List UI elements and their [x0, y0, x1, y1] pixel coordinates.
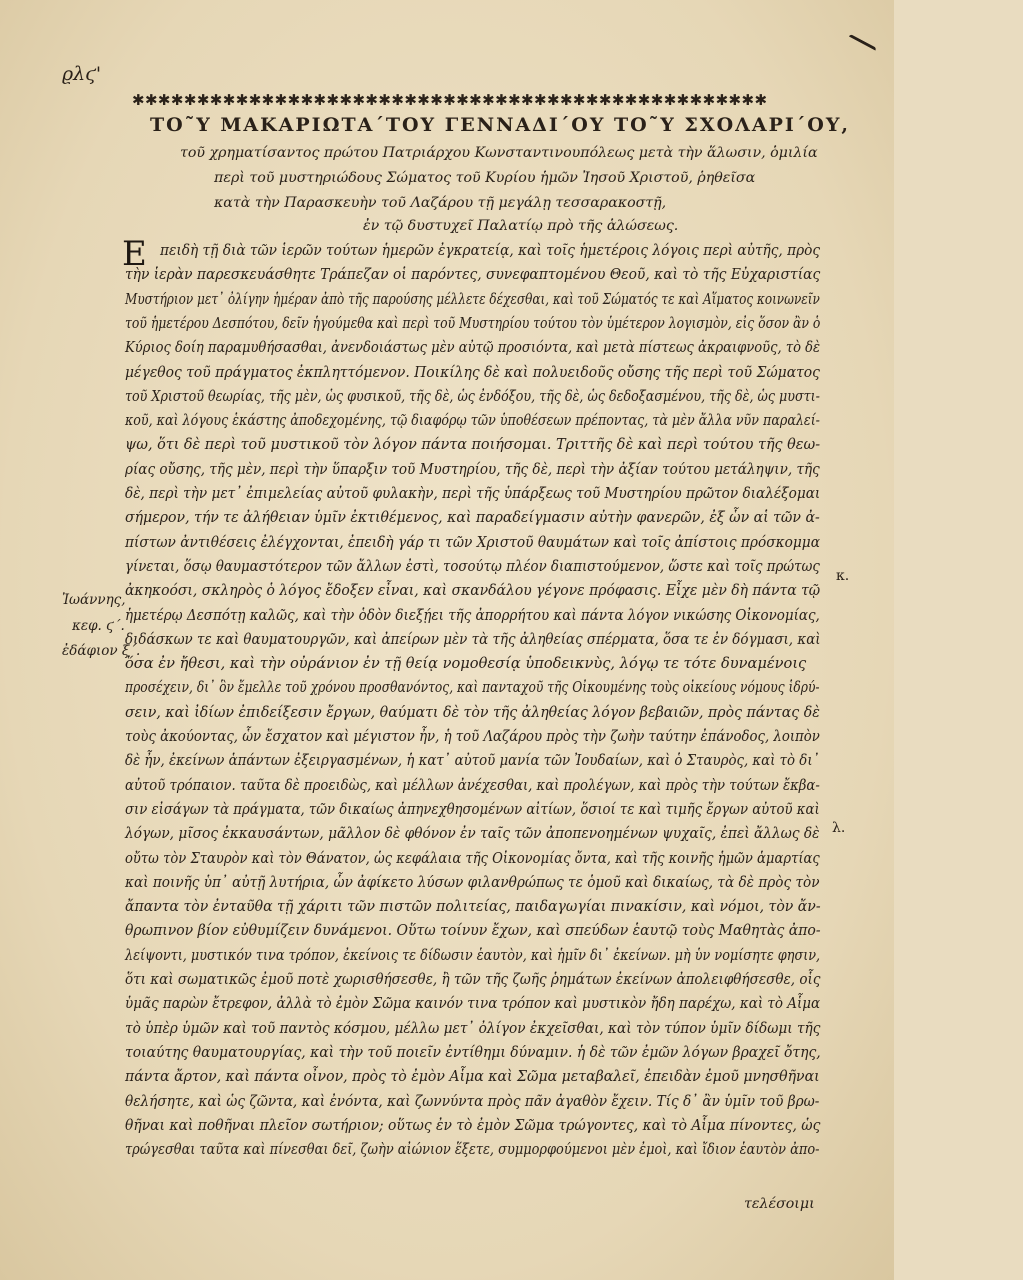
text-line: τρώγεσθαι ταῦτα καὶ πίνεσθαι δεῖ, ζωὴν αἰώνιον ἕξετε, συμμορφούμενοι μὲν ἐμοὶ, καὶ ἴδιον ἑαυτὸν ἀπο-	[125, 1141, 820, 1159]
text-line: Μυστήριον μετ᾽ ὀλίγην ἡμέραν ἀπὸ τῆς παρούσης μέλλετε δέχεσθαι, καὶ τοῦ Σώματός τε καὶ Αἵματος κοινωνεῖν	[125, 290, 820, 308]
text-line: τὴν ἱερὰν παρεσκευάσθητε Τράπεζαν οἱ παρόντες, συνεφαπτομένου Θεοῦ, καὶ τὸ τῆς Εὐχαριστίας	[125, 266, 821, 284]
text-line: διδάσκων τε καὶ θαυματουργῶν, καὶ ἀπείρων μὲν τὰ τῆς ἀληθείας σπέρματα, ὅσα τε ἐν δόγμασι, καὶ	[125, 630, 821, 648]
text-line: τοῦ Χριστοῦ θεωρίας, τῆς μὲν, ὡς φυσικοῦ, τῆς δὲ, ὡς ἐνδόξου, τῆς δὲ, ὡς δεδοξασμένου, τῆς δὲ, ὡς μυστι-	[125, 387, 820, 405]
margin-mark: λ.	[832, 820, 846, 836]
text-line: ἡμετέρῳ Δεσπότῃ καλῶς, καὶ τὴν ὁδὸν διεξῄει τῆς ἀπορρήτου καὶ πάντα λόγον νικώσης Οἰκονομίας,	[125, 606, 820, 624]
text-line: δὲ, περὶ τὴν μετ᾽ ἐπιμελείας αὐτοῦ φυλακὴν, περὶ τῆς ὑπάρξεως τοῦ Μυστηρίου πρῶτον διαλέξομαι	[125, 485, 821, 502]
text-line: σήμερον, τήν τε ἀλήθειαν ὑμῖν ἐκτιθέμενος, καὶ παραδείγμασιν αὐτὴν φανερῶν, ἐξ ὧν αἱ τῶν ἀ-	[125, 509, 820, 527]
page-corner-mark	[843, 34, 877, 61]
text-line: Κύριος δοίη παραμυθήσασθαι, ἀνενδοιάστως μὲν αὐτῷ προσιόντα, καὶ μετὰ πίστεως ἀκραιφνοῦς, τὸ δὲ	[125, 339, 821, 357]
text-line: ἀκηκοόσι, σκληρὸς ὁ λόγος ἔδοξεν εἶναι, καὶ σκανδάλου γέγονε πρόφασις. Εἶχε μὲν δὴ πάντα τῷ	[125, 582, 821, 600]
text-line: προσέχειν, δι᾽ ὃν ἔμελλε τοῦ χρόνου προσθανόντος, καὶ πανταχοῦ τῆς Οἰκουμένης τοὺς οἰκείους νόμους ἱδρύ-	[125, 679, 820, 697]
text-line: πίστων ἀντιθέσεις ἐλέγχονται, ἐπειδὴ γάρ τι τῶν Χριστοῦ θαυμάτων καὶ τοῖς ἀπίστοις πρόσκομμα	[125, 533, 820, 551]
text-line: ὅτι καὶ σωματικῶς ἐμοῦ ποτὲ χωρισθήσεσθε, ἢ τῶν τῆς ζωῆς ῥημάτων ἐκείνων ἀπολειφθήσεσθε, οἷς	[125, 971, 821, 988]
subtitle-line: τοῦ χρηματίσαντος πρώτου Πατριάρχου Κωνσταντινουπόλεως μετὰ τὴν ἅλωσιν, ὁμιλία	[180, 145, 818, 161]
text-line: ψω, ὅτι δὲ περὶ τοῦ μυστικοῦ τὸν λόγον πάντα ποιήσομαι. Τριττῆς δὲ καὶ περὶ τούτου τῆς θεω-	[125, 436, 821, 454]
text-line: θρωπινον βίον εὐθυμίζειν δυνάμενοι. Οὕτω τοίνυν ἔχων, καὶ σπεύδων ἑαυτῷ τοὺς Μαθητὰς ἀπο-	[125, 922, 821, 940]
catchword: τελέσοιμι	[744, 1196, 815, 1212]
text-line: δὲ ἦν, ἐκείνων ἁπάντων ἐξειργασμένων, ἡ κατ᾽ αὐτοῦ μανία τῶν Ἰουδαίων, καὶ ὁ Σταυρὸς, καὶ τὸ δι᾽	[125, 752, 820, 770]
text-line: λόγων, μῖσος ἐκκαυσάντων, μᾶλλον δὲ φθόνον ἐν ταῖς τῶν ἀποπενοημένων ψυχαῖς, ἐπεὶ ἄλλως δὲ	[125, 825, 820, 843]
text-line: τοῦ ἡμετέρου Δεσπότου, δεῖν ἡγούμεθα καὶ περὶ τοῦ Μυστηρίου τούτου τὸν ὑμέτερον λογισμὸν, εἰς ὅσον ἂν ὁ	[125, 314, 821, 332]
subtitle-line: ἐν τῷ δυστυχεῖ Παλατίῳ πρὸ τῆς ἁλώσεως.	[363, 218, 679, 234]
margin-note-chapter: κεφ. ϛ΄.	[72, 618, 125, 634]
text-line: ἄπαντα τὸν ἐνταῦθα τῇ χάριτι τῶν πιστῶν πολιτείας, παιδαγωγίαι πινακίσιν, καὶ νόμοι, τὸν ἄν-	[125, 898, 821, 916]
text-line: ρίας οὔσης, τῆς μὲν, περὶ τὴν ὕπαρξιν τοῦ Μυστηρίου, τῆς δὲ, περὶ τὴν ἀξίαν τούτου μετάληψιν, τῆς	[125, 460, 820, 478]
margin-mark: κ.	[836, 568, 850, 584]
text-line: θελήσητε, καὶ ὡς ζῶντα, καὶ ἐνόντα, καὶ ζωννύντα πρὸς πᾶν ἀγαθὸν ἔχειν. Τίς δ᾽ ἂν ὑμῖν τοῦ βρω-	[125, 1092, 820, 1110]
ornamental-band: ✱✱✱✱✱✱✱✱✱✱✱✱✱✱✱✱✱✱✱✱✱✱✱✱✱✱✱✱✱✱✱✱✱✱✱✱✱✱✱✱✱✱✱✱✱✱✱✱✱	[132, 91, 768, 109]
text-line: θῆναι καὶ ποθῆναι πλεῖον σωτήριον; οὕτως ἐν τὸ ἐμὸν Σῶμα τρώγοντες, καὶ τὸ Αἷμα πίνοντες, ὡς	[125, 1116, 821, 1134]
text-line: τοιαύτης θαυματουργίας, καὶ τὴν τοῦ ποιεῖν ἐντίθημι δύναμιν. ἡ δὲ τῶν ἐμῶν λόγων βραχεῖ ὄτης,	[125, 1043, 821, 1061]
text-line: ὑμᾶς παρὼν ἔτρεφον, ἀλλὰ τὸ ἐμὸν Σῶμα καινόν τινα τρόπον καὶ μυστικὸν ἤδη παρέχω, καὶ τὸ Αἷμα	[125, 995, 821, 1013]
text-line: ὅσα ἐν ἤθεσι, καὶ τὴν οὐράνιον ἐν τῇ θείᾳ νομοθεσίᾳ ὑποδεικνὺς, λόγῳ τε τότε δυναμένοις	[125, 655, 807, 673]
text-line: λείψοντι, μυστικόν τινα τρόπον, ἐκείνοις τε δίδωσιν ἑαυτὸν, καὶ ἡμῖν δι᾽ ἐκείνων. μὴ ὑν νομίσητε φησιν,	[125, 946, 821, 964]
text-line: σειν, καὶ ἰδίων ἐπιδείξεσιν ἔργων, θαύματι δὲ τὸν τῆς ἀληθείας λόγον βεβαιῶν, πρὸς πάντας δὲ	[125, 703, 820, 721]
text-line: γίνεται, ὅσῳ θαυμαστότερον τῶν ἄλλων ἐστὶ, τοσούτῳ πλέον διαπιστούμενον, ὥστε καὶ τοῖς πρώτως	[125, 557, 820, 575]
text-line: καὶ ποινῆς ὑπ᾽ αὐτῇ λυτήρια, ὧν ἀφίκετο λύσων φιλανθρώπως τε ὁμοῦ καὶ δικαίως, τὰ δὲ πρὸς τὸν	[125, 873, 820, 891]
text-line: κοῦ, καὶ λόγους ἑκάστης ἀποδεχομένης, τῷ διαφόρῳ τῶν ὑποθέσεων πρέποντας, τὰ μὲν ἄλλα νῦν παραλεί-	[125, 412, 820, 430]
text-line: πειδὴ τῇ διὰ τῶν ἱερῶν τούτων ἡμερῶν ἐγκρατείᾳ, καὶ τοῖς ἡμετέροις λόγοις περὶ αὐτῆς, πρὸς	[160, 242, 821, 259]
margin-note-verse: ἐδάφιον ξ΄.	[62, 643, 141, 659]
margin-note-john: Ἰωάννης,	[62, 592, 126, 608]
text-line: τοὺς ἀκούοντας, ὧν ἔσχατον καὶ μέγιστον ἦν, ἡ τοῦ Λαζάρου πρὸς τὴν ζωὴν ταύτην ἐπάνοδος, λοιπὸν	[125, 728, 820, 745]
folio-number: ϱλϛ'	[62, 63, 102, 85]
subtitle-line: περὶ τοῦ μυστηριώδους Σώματος τοῦ Κυρίου ἡμῶν Ἰησοῦ Χριστοῦ, ῥηθεῖσα	[214, 170, 756, 186]
subtitle-line: κατὰ τὴν Παρασκευὴν τοῦ Λαζάρου τῇ μεγάλῃ τεσσαρακοστῇ,	[214, 195, 667, 211]
drop-capital: Ε	[122, 234, 147, 274]
text-line: αὐτοῦ τρόπαιον. ταῦτα δὲ προειδὼς, καὶ μέλλων ἀνέχεσθαι, καὶ προλέγων, καὶ πρὸς τὴν τούτων ἔκβα-	[125, 776, 820, 794]
text-line: πάντα ἄρτον, καὶ πάντα οἶνον, πρὸς τὸ ἐμὸν Αἷμα καὶ Σῶμα μεταβαλεῖ, ἐπειδὰν ἐμοῦ μνησθῆναι	[125, 1068, 820, 1086]
homily-title: ΤΟ῀Υ ΜΑΚΑΡΙΩΤΑ΄ΤΟΥ ΓΕΝΝΑΔΙ΄ΟΥ ΤΟ῀Υ ΣΧΟΛΑΡΙ΄ΟΥ,	[150, 114, 851, 136]
text-line: τὸ ὑπὲρ ὑμῶν καὶ τοῦ παντὸς κόσμου, μέλλω μετ᾽ ὀλίγον ἐκχεῖσθαι, καὶ τὸν τύπον ὑμῖν δίδωμι τῆς	[125, 1019, 821, 1037]
text-line: μέγεθος τοῦ πράγματος ἐκπληττόμενον. Ποικίλης δὲ καὶ πολυειδοῦς οὔσης τῆς περὶ τοῦ Σώματος	[125, 363, 820, 381]
text-line: οὔτω τὸν Σταυρὸν καὶ τὸν Θάνατον, ὡς κεφάλαια τῆς Οἰκονομίας ὄντα, καὶ τῆς κοινῆς ἡμῶν ἁμαρτίας	[125, 849, 820, 867]
text-line: σιν εἰσάγων τὰ πράγματα, τῶν δικαίως ἀπηνεχθησομένων αἰτίων, ὅσιοί τε καὶ τιμῆς ἔργων αὐτοῦ καὶ	[125, 800, 820, 818]
